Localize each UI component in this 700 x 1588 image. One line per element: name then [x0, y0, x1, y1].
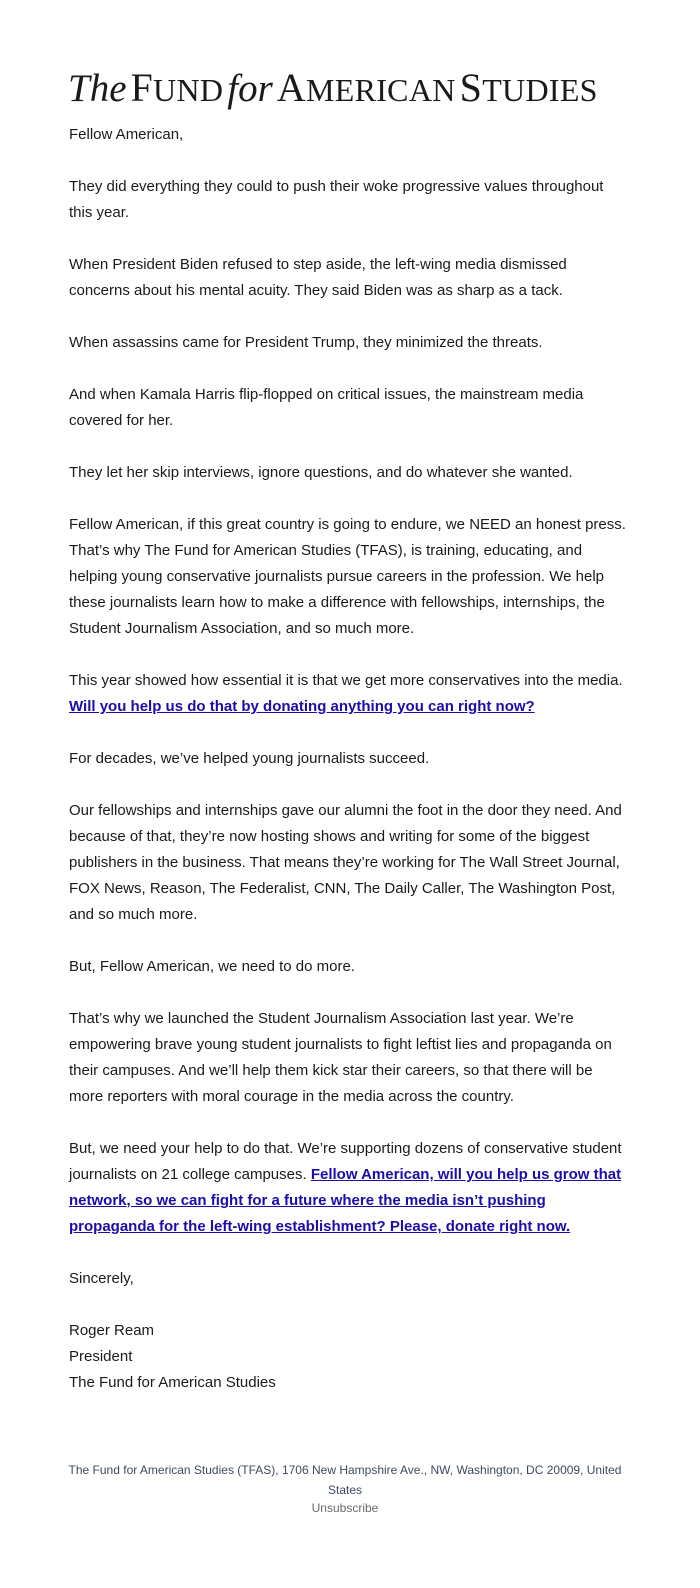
logo-fund-rest: UND: [153, 72, 224, 108]
unsubscribe-link[interactable]: Unsubscribe: [311, 1501, 379, 1515]
logo-studies: [460, 65, 598, 110]
logo-american: [277, 65, 456, 110]
logo-studies-initial: S: [459, 65, 483, 110]
paragraph-12: [69, 1136, 629, 1240]
paragraph-3: When assassins came for President Trump, they minimized the threats.: [69, 334, 543, 351]
paragraph-7-text: This year showed how essential it is that we get more conservatives into the media.: [69, 672, 623, 689]
paragraph-7: [69, 668, 629, 720]
paragraph-4: And when Kamala Harris flip-flopped on critical issues, the mainstream media covered for her.: [69, 386, 584, 429]
signature-title: President: [69, 1348, 133, 1365]
paragraph-2: When President Biden refused to step aside, the left-wing media dismissed concerns about his mental acuity. They said Biden was as sharp as a tack.: [69, 256, 567, 299]
letter-body: [69, 122, 629, 1396]
greeting: Fellow American,: [69, 126, 184, 143]
tfas-logo: [68, 64, 628, 112]
logo-studies-rest: TUDIES: [482, 72, 598, 108]
signature-org: The Fund for American Studies: [69, 1374, 276, 1391]
paragraph-8: For decades, we’ve helped young journalists succeed.: [69, 750, 430, 767]
paragraph-1: They did everything they could to push their woke progressive values throughout this year.: [69, 178, 604, 221]
signature-block: [69, 1318, 629, 1396]
logo-american-initial: A: [276, 65, 306, 110]
email-footer: [60, 1460, 630, 1516]
paragraph-12-text: But, we need your help to do that. We’re supporting dozens of conservative student journalists on 21 college campuses.: [69, 1140, 622, 1183]
logo-for: for: [227, 67, 273, 110]
closing: Sincerely,: [69, 1270, 134, 1287]
logo-fund: [131, 65, 224, 110]
signature-name: Roger Ream: [69, 1322, 155, 1339]
paragraph-11: That’s why we launched the Student Journalism Association last year. We’re empowering brave young student journalists to fight leftist lies and propaganda on their campuses. And we’ll help them kick star their careers, so that there will be more reporters with moral courage in the media across the country.: [69, 1010, 612, 1105]
paragraph-6: Fellow American, if this great country is going to endure, we NEED an honest press. That’s why The Fund for American Studies (TFAS), is training, educating, and helping young conservative journalists pursue careers in the profession. We help these journalists learn how to make a difference with fellowships, internships, the Student Journalism Association, and so much more.: [69, 516, 626, 637]
logo-american-rest: MERICAN: [305, 72, 456, 108]
donate-link-2[interactable]: Fellow American, will you help us grow that network, so we can fight for a future where the media isn’t pushing propaganda for the left-wing establishment? Please, donate right now.: [69, 1166, 622, 1235]
paragraph-9: Our fellowships and internships gave our alumni the foot in the door they need. And because of that, they’re now hosting shows and writing for some of the biggest publishers in the business. That means they’re working for The Wall Street Journal, FOX News, Reason, The Federalist, CNN, The Daily Caller, The Washington Post, and so much more.: [69, 802, 622, 923]
logo-fund-initial: F: [130, 65, 154, 110]
logo-the: The: [68, 67, 127, 110]
footer-address: The Fund for American Studies (TFAS), 1706 New Hampshire Ave., NW, Washington, DC 20009, United States: [68, 1463, 622, 1497]
paragraph-5: They let her skip interviews, ignore questions, and do whatever she wanted.: [69, 464, 573, 481]
paragraph-10: But, Fellow American, we need to do more.: [69, 958, 355, 975]
donate-link-1[interactable]: Will you help us do that by donating anything you can right now?: [69, 698, 535, 715]
